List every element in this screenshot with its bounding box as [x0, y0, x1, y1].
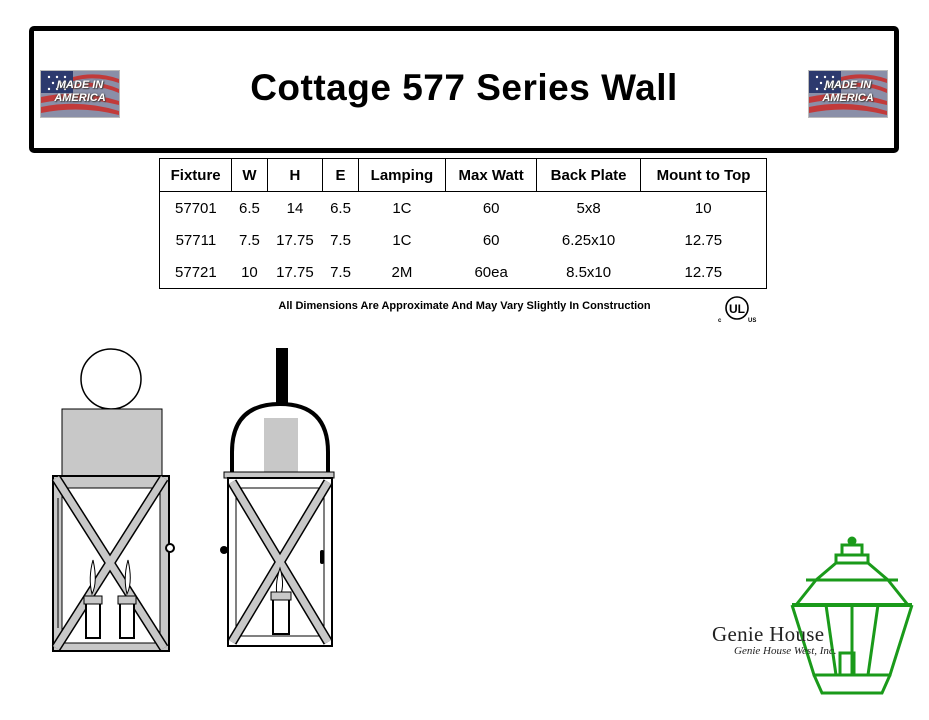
table-cell: 7.5 [238, 231, 260, 249]
table-cell: 12.75 [684, 231, 723, 249]
table-cell: 7.5 [330, 231, 351, 249]
table-row [160, 192, 767, 225]
table-cell: 6.25x10 [561, 231, 616, 249]
ul-left-text: c [718, 318, 722, 324]
table-cell: 14 [286, 199, 304, 217]
col-w: W [232, 159, 267, 192]
title-frame [29, 26, 899, 153]
table-cell: 57711 [175, 231, 217, 249]
fixture-front-view-drawing [48, 348, 183, 658]
table-cell: 17.75 [276, 231, 314, 249]
table-cell: 7.5 [330, 263, 351, 281]
table-cell: 10 [694, 199, 712, 217]
table-header-row [160, 159, 767, 192]
logo-brand-name: Genie House [712, 622, 825, 646]
col-h: H [267, 159, 323, 192]
col-back-plate: Back Plate [537, 159, 641, 192]
col-mount-to-top: Mount to Top [641, 159, 767, 192]
table-cell: 17.75 [276, 263, 314, 281]
col-e: E [323, 159, 358, 192]
table-cell: 57701 [175, 199, 217, 217]
table-cell: 60ea [474, 263, 508, 281]
table-cell: 2M [391, 263, 413, 281]
col-fixture: Fixture [160, 159, 232, 192]
ul-listed-icon [716, 293, 760, 325]
spec-table [159, 158, 767, 289]
badge-line-2: AMERICA [54, 92, 106, 104]
badge-line-1: MADE IN [824, 79, 872, 91]
table-cell: 60 [482, 199, 500, 217]
page-title: Cottage 577 Series Wall [250, 67, 678, 108]
made-in-america-badge-left [40, 70, 120, 118]
genie-house-lantern-logo-icon [786, 535, 918, 700]
table-cell: 6.5 [330, 199, 351, 217]
table-cell: 60 [482, 231, 500, 249]
table-cell: 1C [392, 231, 412, 249]
table-cell: 1C [392, 199, 412, 217]
badge-line-2: AMERICA [822, 92, 874, 104]
table-cell: 5x8 [576, 199, 601, 217]
made-in-america-badge-right [808, 70, 888, 118]
badge-line-1: MADE IN [56, 79, 104, 91]
table-cell: 57721 [175, 263, 217, 281]
dimensions-disclaimer: All Dimensions Are Approximate And May Vary Slightly In Construction [278, 300, 651, 312]
table-cell: 10 [241, 263, 258, 281]
ul-center-text: UL [729, 302, 745, 316]
fixture-side-view-drawing [218, 348, 343, 653]
col-lamping: Lamping [358, 159, 446, 192]
table-cell: 6.5 [238, 199, 260, 217]
table-row [160, 224, 767, 256]
ul-right-text: US [748, 318, 757, 324]
table-cell: 8.5x10 [566, 263, 612, 281]
genie-house-logo [712, 622, 837, 657]
table-cell: 12.75 [684, 263, 723, 281]
col-max-watt: Max Watt [446, 159, 537, 192]
logo-company-name: Genie House West, Inc. [734, 645, 837, 657]
table-row [160, 256, 767, 289]
